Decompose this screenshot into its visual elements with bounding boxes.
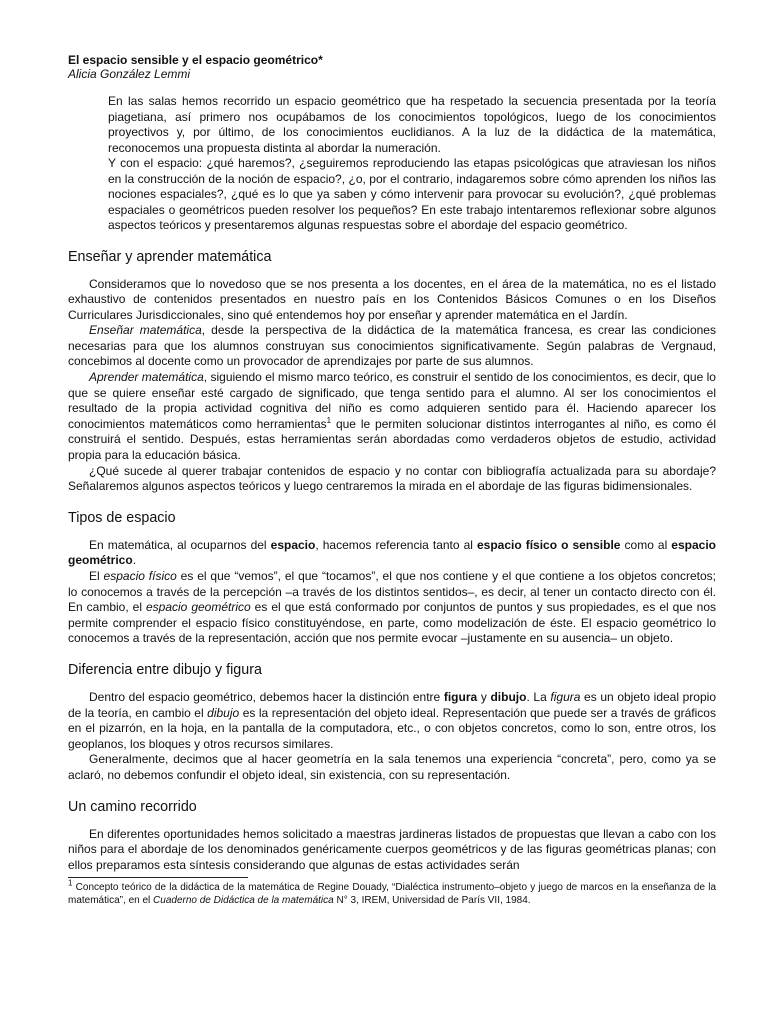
abstract bbox=[108, 94, 716, 234]
document-author: Alicia González Lemmi bbox=[68, 67, 191, 81]
paragraph bbox=[68, 569, 716, 647]
abstract-paragraph: Y con el espacio: ¿qué haremos?, ¿seguiremos reproduciendo las etapas psicológicas que atraviesan los niños en la construcción de la noción de espacio?, ¿o, por el contrario, indagaremos sobre cómo aprenden los niños las nociones espaciales?, ¿qué es lo que ya saben y cómo intervenir para provocar su evolución?, ¿qué problemas espaciales o geométricos pueden resolver los pequeños? En este trabajo intentaremos reflexionar sobre algunos aspectos teóricos y presentaremos algunas respuestas sobre el abordaje del espacio geométrico. bbox=[108, 156, 716, 232]
paragraph bbox=[68, 370, 716, 464]
bold-term: espacio geométrico bbox=[68, 537, 716, 568]
footnote bbox=[68, 878, 716, 907]
text-run: , desde la perspectiva de la didáctica de la matemática francesa, es crear las condiciones necesarias para que los alumnos construyan sus conocimientos significativamente. Según palabras de Vergnaud, concebimos al docente como un provocador de aprendizajes por parte de sus alumnos. bbox=[68, 323, 716, 369]
text-run: es el que está conformado por conjuntos de puntos y sus propiedades, es el que nos permite comprender el espacio físico constituyéndose, en parte, como modelización de éste. El espacio geométrico lo conocemos a través de la representación, acción que nos permite evocar –justamente en su ausencia– un objeto. bbox=[68, 600, 716, 646]
text-run: , hacemos referencia tanto al bbox=[315, 537, 477, 552]
footnote-divider bbox=[68, 877, 248, 878]
footnote-marker: 1 bbox=[326, 415, 332, 425]
text-run: que le permiten solucionar distintos interrogantes al niño, es como él construirá el sentido. Después, estas herramientas serán abordadas como verdaderos objetos de estudio, actividad propia para la educación básica. bbox=[68, 416, 716, 463]
section-heading: Enseñar y aprender matemática bbox=[68, 248, 272, 265]
emphasis: espacio geométrico bbox=[145, 600, 251, 615]
abstract-paragraph: En las salas hemos recorrido un espacio geométrico que ha respetado la secuencia presentada por la teoría piagetiana, así primero nos ocupábamos de los conocimientos topológicos, luego de los conocimientos proyectivos y, por último, de los conocimientos euclidianos. A la luz de la didáctica de la matemática, reconocemos una propuesta distinta al abordar la numeración. bbox=[108, 94, 716, 155]
text-run: y bbox=[477, 689, 491, 704]
text-run: Concepto teórico de la didáctica de la matemática de Regine Douady, “Dialéctica instrumento–objeto y juego de marcos en la enseñanza de la matemática”, en el bbox=[68, 882, 716, 906]
text-run: . La bbox=[526, 689, 551, 704]
bold-term: dibujo bbox=[490, 689, 527, 704]
emphasis: espacio físico bbox=[103, 569, 177, 583]
emphasis: figura bbox=[550, 689, 581, 704]
text-run: es la representación del objeto ideal. Representación que puede ser a través de gráficos en el pizarrón, en la hoja, en la pantalla de la computadora, etc., o con objetos concretos, como lo son, entre otros, los geoplanos, los bloques y otros recursos similares. bbox=[68, 705, 716, 751]
emphasis: dibujo bbox=[207, 705, 240, 720]
section-heading: Tipos de espacio bbox=[68, 509, 176, 526]
paragraph bbox=[68, 538, 716, 569]
bold-term: espacio físico o sensible bbox=[476, 537, 621, 552]
paragraph: ¿Qué sucede al querer trabajar contenidos de espacio y no contar con bibliografía actualizada para su abordaje? Señalaremos algunos aspectos teóricos y luego centraremos la mirada en el abordaje de las figuras bidimensionales. bbox=[68, 463, 716, 494]
section-diferencia bbox=[68, 661, 716, 784]
text-run: es el que “vemos”, el que “tocamos”, el que nos contiene y el que contiene a los objetos concretos; lo conocemos a través de la percepción –a través de los distintos sentidos–, es decir, al tener un contacto directo con él. En cambio, el bbox=[68, 569, 716, 615]
bold-term: espacio bbox=[270, 537, 316, 552]
text-run: . bbox=[132, 553, 137, 568]
paragraph bbox=[68, 323, 716, 370]
section-camino bbox=[68, 798, 716, 874]
text-run: En matemática, al ocuparnos del bbox=[89, 537, 271, 552]
bold-term: figura bbox=[443, 689, 478, 704]
document-title: El espacio sensible y el espacio geométrico* bbox=[68, 53, 323, 67]
paragraph: En diferentes oportunidades hemos solicitado a maestras jardineras listados de propuestas que llevan a cabo con los niños para el abordaje de los denominados genéricamente cuerpos geométricos y de las figuras geométricas planas; con ellos preparamos esta síntesis considerando que algunas de estas actividades serán bbox=[68, 826, 716, 872]
emphasis: Enseñar matemática bbox=[89, 323, 202, 338]
paragraph bbox=[68, 690, 716, 752]
paragraph: Consideramos que lo novedoso que se nos presenta a los docentes, en el área de la matemática, no es el listado exhaustivo de contenidos presentados en nuestro país en los Contenidos Básicos Comunes o en los Diseños Curriculares Jurisdiccionales, sino qué entendemos hoy por enseñar y aprender matemática en el Jardín. bbox=[68, 276, 716, 322]
section-tipos bbox=[68, 509, 716, 647]
section-heading: Un camino recorrido bbox=[68, 798, 197, 815]
section-heading: Diferencia entre dibujo y figura bbox=[68, 661, 262, 678]
emphasis: Cuaderno de Didáctica de la matemática bbox=[153, 894, 334, 906]
section-ensenar bbox=[68, 248, 716, 495]
emphasis: Aprender matemática bbox=[89, 370, 204, 385]
footnote-marker: 1 bbox=[68, 878, 73, 888]
text-run: El bbox=[89, 569, 104, 583]
text-run: es un objeto ideal propio de la teoría, en cambio el bbox=[68, 689, 716, 720]
text-run: , siguiendo el mismo marco teórico, es construir el sentido de los conocimientos, es decir, que lo que se quiere enseñar esté cargado de significado, que tenga sentido para el alumno. Al ser los conocimientos el resultado de la propia actividad cognitiva del niño es como adquieren sentido para él. Haciendo aparecer los conocimientos matemáticos como herramientas bbox=[68, 370, 716, 431]
paragraph: Generalmente, decimos que al hacer geometría en la sala tenemos una experiencia “concreta”, pero, como ya se aclaró, no debemos confundir el objeto ideal, sin existencia, con su representación. bbox=[68, 752, 716, 782]
text-run: como al bbox=[620, 537, 672, 552]
text-run: N° 3, IREM, Universidad de París VII, 1984. bbox=[333, 894, 531, 906]
text-run: Dentro del espacio geométrico, debemos hacer la distinción entre bbox=[89, 689, 444, 704]
page-content bbox=[68, 53, 716, 907]
